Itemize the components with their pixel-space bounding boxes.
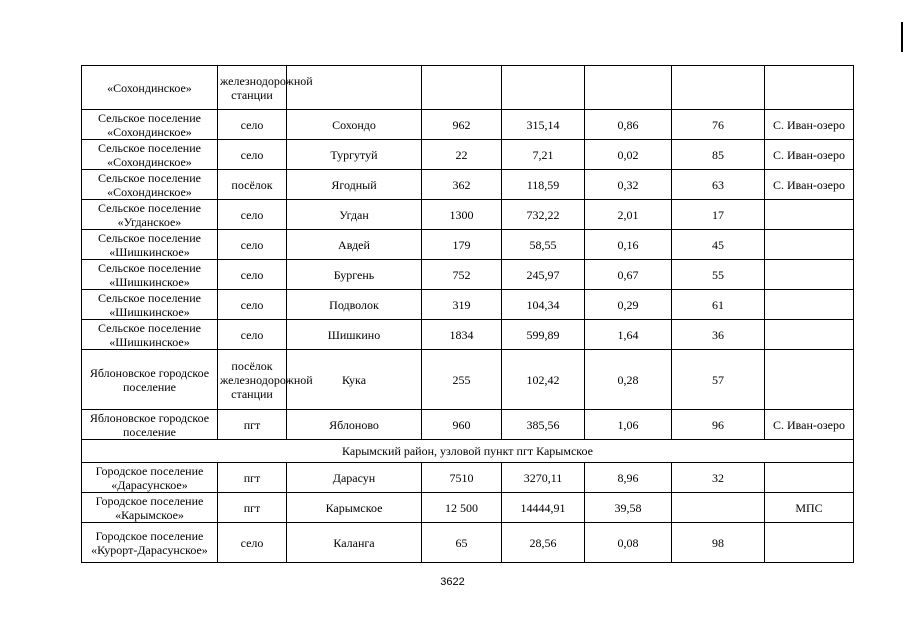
node-cell: [765, 463, 854, 493]
settlement-name-cell: Тургутуй: [287, 140, 422, 170]
node-cell: С. Иван-озеро: [765, 410, 854, 440]
share-cell: [585, 66, 672, 110]
population-cell: 179: [422, 230, 502, 260]
table-row: [82, 200, 854, 230]
share-cell: 0,02: [585, 140, 672, 170]
population-cell: 1834: [422, 320, 502, 350]
value-cell: 7,21: [502, 140, 585, 170]
node-cell: С. Иван-озеро: [765, 140, 854, 170]
share-cell: 0,29: [585, 290, 672, 320]
settlement-type-cell: пгт: [218, 493, 287, 523]
settlement-type-cell: пгт: [218, 463, 287, 493]
population-cell: 1300: [422, 200, 502, 230]
table-row: [82, 350, 854, 410]
node-cell: С. Иван-озеро: [765, 170, 854, 200]
node-cell: [765, 290, 854, 320]
population-cell: 22: [422, 140, 502, 170]
population-cell: 960: [422, 410, 502, 440]
share-cell: 0,67: [585, 260, 672, 290]
settlements-table: [81, 65, 854, 563]
table-row: [82, 110, 854, 140]
distance-cell: [672, 66, 765, 110]
municipality-cell: Яблоновское городское поселение: [82, 350, 218, 410]
scan-edge-mark: [901, 22, 903, 52]
settlement-name-cell: Яблоново: [287, 410, 422, 440]
settlement-name-cell: [287, 66, 422, 110]
municipality-cell: Сельское поселение «Угданское»: [82, 200, 218, 230]
section-row: [82, 440, 854, 463]
share-cell: 0,86: [585, 110, 672, 140]
distance-cell: 36: [672, 320, 765, 350]
settlement-name-cell: Угдан: [287, 200, 422, 230]
settlement-name-cell: Подволок: [287, 290, 422, 320]
distance-cell: 76: [672, 110, 765, 140]
population-cell: 962: [422, 110, 502, 140]
settlement-type-cell: село: [218, 320, 287, 350]
table-row: [82, 290, 854, 320]
population-cell: 752: [422, 260, 502, 290]
settlement-type-cell: село: [218, 140, 287, 170]
municipality-cell: Городское поселение «Курорт-Дарасунское»: [82, 523, 218, 563]
distance-cell: 61: [672, 290, 765, 320]
settlement-type-cell: село: [218, 260, 287, 290]
settlement-type-cell: село: [218, 200, 287, 230]
table-row: [82, 260, 854, 290]
municipality-cell: Сельское поселение «Шишкинское»: [82, 260, 218, 290]
settlement-type-cell: село: [218, 523, 287, 563]
share-cell: 0,16: [585, 230, 672, 260]
municipality-cell: Сельское поселение «Сохондинское»: [82, 140, 218, 170]
settlement-name-cell: Бургень: [287, 260, 422, 290]
municipality-cell: «Сохондинское»: [82, 66, 218, 110]
population-cell: 319: [422, 290, 502, 320]
share-cell: 0,08: [585, 523, 672, 563]
node-cell: С. Иван-озеро: [765, 110, 854, 140]
table-row: [82, 230, 854, 260]
distance-cell: 55: [672, 260, 765, 290]
distance-cell: [672, 493, 765, 523]
distance-cell: 57: [672, 350, 765, 410]
settlement-type-cell: село: [218, 290, 287, 320]
settlement-name-cell: Шишкино: [287, 320, 422, 350]
settlement-name-cell: Карымское: [287, 493, 422, 523]
population-cell: 7510: [422, 463, 502, 493]
value-cell: 599,89: [502, 320, 585, 350]
distance-cell: 96: [672, 410, 765, 440]
share-cell: 1,64: [585, 320, 672, 350]
table-row: [82, 523, 854, 563]
distance-cell: 98: [672, 523, 765, 563]
value-cell: 118,59: [502, 170, 585, 200]
municipality-cell: Сельское поселение «Сохондинское»: [82, 170, 218, 200]
distance-cell: 32: [672, 463, 765, 493]
node-cell: [765, 350, 854, 410]
population-cell: [422, 66, 502, 110]
node-cell: МПС: [765, 493, 854, 523]
settlement-name-cell: Авдей: [287, 230, 422, 260]
distance-cell: 17: [672, 200, 765, 230]
share-cell: 2,01: [585, 200, 672, 230]
table-body: [82, 66, 854, 563]
value-cell: 28,56: [502, 523, 585, 563]
settlement-name-cell: Каланга: [287, 523, 422, 563]
table-row: [82, 66, 854, 110]
municipality-cell: Сельское поселение «Шишкинское»: [82, 290, 218, 320]
settlement-type-cell: пгт: [218, 410, 287, 440]
node-cell: [765, 66, 854, 110]
page-number: 3622: [440, 576, 465, 588]
municipality-cell: Сельское поселение «Шишкинское»: [82, 320, 218, 350]
value-cell: 3270,11: [502, 463, 585, 493]
value-cell: 732,22: [502, 200, 585, 230]
value-cell: 385,56: [502, 410, 585, 440]
table-row: [82, 410, 854, 440]
section-header-cell: Карымский район, узловой пункт пгт Карымское: [82, 440, 854, 463]
value-cell: [502, 66, 585, 110]
node-cell: [765, 320, 854, 350]
settlement-type-cell: посёлок: [218, 170, 287, 200]
municipality-cell: Городское поселение «Дарасунское»: [82, 463, 218, 493]
node-cell: [765, 523, 854, 563]
population-cell: 255: [422, 350, 502, 410]
distance-cell: 63: [672, 170, 765, 200]
share-cell: 39,58: [585, 493, 672, 523]
node-cell: [765, 200, 854, 230]
municipality-cell: Яблоновское городское поселение: [82, 410, 218, 440]
share-cell: 0,28: [585, 350, 672, 410]
table-row: [82, 170, 854, 200]
table-row: [82, 140, 854, 170]
municipality-cell: Сельское поселение «Сохондинское»: [82, 110, 218, 140]
settlement-name-cell: Ягодный: [287, 170, 422, 200]
value-cell: 104,34: [502, 290, 585, 320]
share-cell: 1,06: [585, 410, 672, 440]
population-cell: 65: [422, 523, 502, 563]
value-cell: 14444,91: [502, 493, 585, 523]
node-cell: [765, 230, 854, 260]
settlement-name-cell: Сохондо: [287, 110, 422, 140]
distance-cell: 85: [672, 140, 765, 170]
settlement-name-cell: Дарасун: [287, 463, 422, 493]
municipality-cell: Городское поселение «Карымское»: [82, 493, 218, 523]
settlement-type-cell: железнодорожной станции: [218, 66, 287, 110]
settlement-type-cell: село: [218, 110, 287, 140]
settlement-name-cell: Кука: [287, 350, 422, 410]
table-row: [82, 463, 854, 493]
node-cell: [765, 260, 854, 290]
population-cell: 362: [422, 170, 502, 200]
settlement-type-cell: посёлок железнодорожной станции: [218, 350, 287, 410]
population-cell: 12 500: [422, 493, 502, 523]
settlement-type-cell: село: [218, 230, 287, 260]
table-row: [82, 493, 854, 523]
value-cell: 102,42: [502, 350, 585, 410]
share-cell: 8,96: [585, 463, 672, 493]
distance-cell: 45: [672, 230, 765, 260]
value-cell: 58,55: [502, 230, 585, 260]
table-row: [82, 320, 854, 350]
value-cell: 245,97: [502, 260, 585, 290]
share-cell: 0,32: [585, 170, 672, 200]
value-cell: 315,14: [502, 110, 585, 140]
municipality-cell: Сельское поселение «Шишкинское»: [82, 230, 218, 260]
